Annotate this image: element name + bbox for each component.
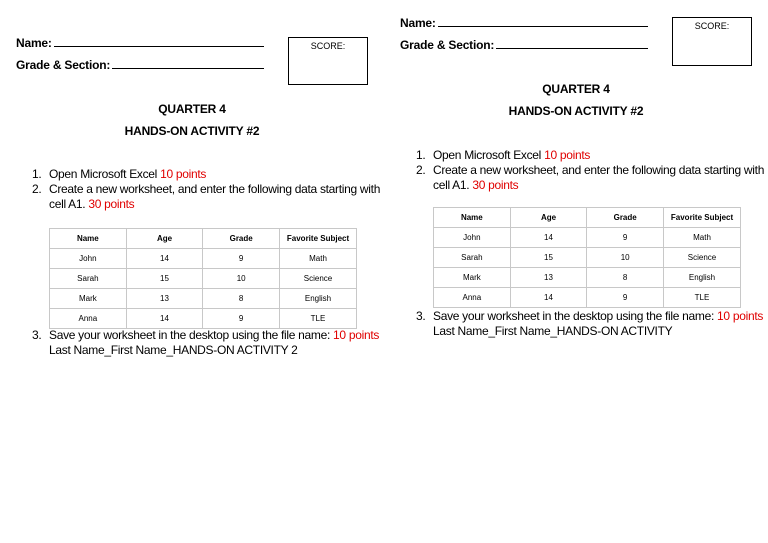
column-header-name: Name	[50, 229, 127, 249]
table-cell: Science	[664, 248, 741, 268]
table-cell: Science	[280, 269, 357, 289]
table-cell: Sarah	[50, 269, 127, 289]
table-cell: Anna	[434, 288, 511, 308]
table-row	[50, 309, 357, 329]
table-cell: 15	[510, 248, 587, 268]
worksheet-right	[384, 0, 768, 543]
column-header-name: Name	[434, 208, 511, 228]
file-name-text: Last Name_First Name_HANDS-ON ACTIVITY 2	[49, 343, 298, 357]
score-label: SCORE:	[694, 21, 730, 31]
column-header-age: Age	[126, 229, 203, 249]
grade-section-blank	[496, 38, 648, 49]
column-header-age: Age	[510, 208, 587, 228]
activity-title: HANDS-ON ACTIVITY #2	[124, 124, 260, 138]
instruction-item-3: 3. Save your worksheet in the desktop using the file name: 10 points Last Name_First Name_HANDS-ON ACTIVITY 2	[32, 328, 380, 357]
table-cell: John	[50, 249, 127, 269]
column-header-favorite-subject: Favorite Subject	[280, 229, 357, 249]
table-cell: 8	[587, 268, 664, 288]
instruction-item-2: 2. Create a new worksheet, and enter the following data starting with cell A1. 30 points	[416, 163, 765, 192]
table-cell: 15	[126, 269, 203, 289]
grade-section-label: Grade & Section:	[400, 38, 495, 52]
data-table	[433, 207, 741, 308]
table-cell: 13	[510, 268, 587, 288]
table-row	[50, 269, 357, 289]
name-line	[16, 36, 264, 50]
points-badge: 30 points	[88, 197, 135, 211]
table-cell: Mark	[50, 289, 127, 309]
table-cell: John	[434, 228, 511, 248]
column-header-grade: Grade	[587, 208, 664, 228]
data-table	[49, 228, 357, 329]
column-header-favorite-subject: Favorite Subject	[664, 208, 741, 228]
table-row	[50, 249, 357, 269]
name-blank	[54, 36, 264, 47]
table-cell: TLE	[664, 288, 741, 308]
table-cell: 10	[203, 269, 280, 289]
instruction-item-2: 2. Create a new worksheet, and enter the following data starting with cell A1. 30 points	[32, 182, 381, 211]
name-label: Name:	[16, 36, 52, 50]
quarter-title: QUARTER 4	[158, 102, 226, 116]
score-box	[672, 17, 752, 66]
grade-section-blank	[112, 58, 264, 69]
table-cell: 13	[126, 289, 203, 309]
table-header-row	[434, 208, 741, 228]
points-badge: 10 points	[160, 167, 207, 181]
grade-section-line	[400, 38, 648, 52]
score-box	[288, 37, 368, 85]
table-cell: English	[664, 268, 741, 288]
name-label: Name:	[400, 16, 436, 30]
table-cell: 9	[587, 228, 664, 248]
table-cell: Anna	[50, 309, 127, 329]
table-cell: Mark	[434, 268, 511, 288]
file-name-text: Last Name_First Name_HANDS-ON ACTIVITY	[433, 324, 673, 338]
table-row	[434, 248, 741, 268]
table-cell: TLE	[280, 309, 357, 329]
table-cell: 14	[126, 309, 203, 329]
table-row	[434, 228, 741, 248]
score-label: SCORE:	[310, 41, 346, 51]
table-row	[434, 268, 741, 288]
table-cell: 14	[126, 249, 203, 269]
table-cell: 8	[203, 289, 280, 309]
quarter-title: QUARTER 4	[542, 82, 610, 96]
table-cell: Sarah	[434, 248, 511, 268]
table-cell: Math	[664, 228, 741, 248]
table-row	[434, 288, 741, 308]
table-cell: 9	[203, 309, 280, 329]
activity-title: HANDS-ON ACTIVITY #2	[508, 104, 644, 118]
grade-section-label: Grade & Section:	[16, 58, 111, 72]
table-cell: 14	[510, 288, 587, 308]
points-badge: 30 points	[472, 178, 519, 192]
table-cell: 10	[587, 248, 664, 268]
table-cell: 14	[510, 228, 587, 248]
grade-section-line	[16, 58, 264, 72]
column-header-grade: Grade	[203, 229, 280, 249]
table-cell: Math	[280, 249, 357, 269]
points-badge: 10 points	[717, 309, 764, 323]
name-line	[400, 16, 648, 30]
table-cell: 9	[587, 288, 664, 308]
points-badge: 10 points	[544, 148, 591, 162]
points-badge: 10 points	[333, 328, 380, 342]
instruction-item-3: 3. Save your worksheet in the desktop using the file name: 10 points Last Name_First Name_HANDS-ON ACTIVITY	[416, 309, 764, 338]
table-header-row	[50, 229, 357, 249]
table-cell: 9	[203, 249, 280, 269]
instruction-item-1: 1. Open Microsoft Excel 10 points	[32, 167, 207, 181]
instruction-item-1: 1. Open Microsoft Excel 10 points	[416, 148, 591, 162]
table-row	[50, 289, 357, 309]
name-blank	[438, 16, 648, 27]
table-cell: English	[280, 289, 357, 309]
